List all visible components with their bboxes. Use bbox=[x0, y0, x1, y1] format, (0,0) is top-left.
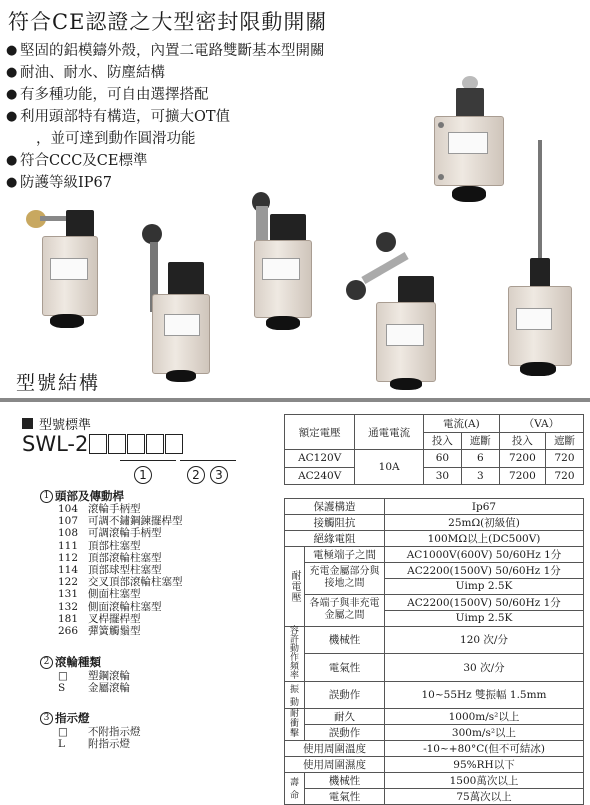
list-item: L 附指示燈 bbox=[58, 738, 130, 751]
code-box bbox=[108, 434, 126, 454]
table-cell: 30 bbox=[423, 467, 461, 485]
table-row bbox=[285, 740, 584, 756]
table-cell: （VA） bbox=[499, 415, 583, 433]
structure-heading: 型號結構 bbox=[16, 372, 101, 394]
table-cell: 振動 bbox=[285, 681, 305, 708]
feature-item: ● 堅固的鋁模鑄外殼，內置二電路雙斷基本型開關 bbox=[6, 40, 325, 62]
limit-switch-image bbox=[138, 222, 218, 382]
roller-code-list bbox=[58, 670, 130, 694]
table-cell: 電氣性 bbox=[305, 654, 385, 682]
table-cell: 電氣性 bbox=[305, 788, 385, 804]
table-row bbox=[285, 467, 584, 485]
limit-switch-image bbox=[500, 140, 580, 390]
list-item: 112 頂部滾輪柱塞型 bbox=[58, 551, 162, 564]
table-cell: 遮斷 bbox=[546, 432, 584, 450]
table-cell: 720 bbox=[546, 467, 584, 485]
table-row bbox=[285, 563, 584, 579]
table-cell: 1500萬次以上 bbox=[385, 772, 584, 788]
table-cell: 100MΩ以上(DC500V) bbox=[385, 531, 584, 547]
table-cell: 75萬次以上 bbox=[385, 788, 584, 804]
table-cell: 機械性 bbox=[305, 626, 385, 654]
table-cell: 60 bbox=[423, 450, 461, 468]
limit-switch-image bbox=[20, 208, 100, 338]
table-row bbox=[285, 626, 584, 654]
table-cell: 3 bbox=[461, 467, 499, 485]
bullet-icon: ● bbox=[6, 87, 18, 102]
table-cell: 耐衝擊 bbox=[285, 708, 305, 740]
circle-label: 1 bbox=[134, 466, 152, 484]
table-cell: 額定電壓 bbox=[285, 415, 355, 450]
head-code-list bbox=[58, 503, 183, 637]
table-cell: -10~+80°C(但不可結冰) bbox=[385, 740, 584, 756]
table-cell: Ip67 bbox=[385, 499, 584, 515]
list-item: 104 滾輪手柄型 bbox=[58, 503, 141, 515]
bullet-icon: ● bbox=[6, 43, 18, 58]
table-row bbox=[285, 788, 584, 804]
table-cell: 120 次/分 bbox=[385, 626, 584, 654]
table-cell: 機械性 bbox=[305, 772, 385, 788]
table-cell: 使用周圍濕度 bbox=[285, 756, 385, 772]
limit-switch-image bbox=[430, 70, 510, 220]
rating-table bbox=[284, 414, 584, 485]
table-cell: 投入 bbox=[423, 432, 461, 450]
table-row bbox=[285, 515, 584, 531]
feature-item: ● 耐油、耐水、防塵結構 bbox=[6, 62, 325, 84]
table-row bbox=[285, 547, 584, 563]
feature-item: ● 有多種功能，可自由選擇搭配 bbox=[6, 84, 325, 106]
table-cell: 使用周圍溫度 bbox=[285, 740, 385, 756]
bullet-icon: ● bbox=[6, 109, 18, 124]
list-item: S 金屬滾輪 bbox=[58, 682, 130, 695]
table-cell: 耐久 bbox=[305, 708, 385, 724]
table-row bbox=[285, 772, 584, 788]
table-cell: 誤動作 bbox=[305, 724, 385, 740]
bullet-icon: ● bbox=[6, 65, 18, 80]
feature-item: ● 符合CCC及CE標準 bbox=[6, 150, 325, 172]
product-photos bbox=[0, 70, 590, 400]
list-item: 114 頂部球型柱塞型 bbox=[58, 564, 162, 577]
list-item: 131 側面柱塞型 bbox=[58, 588, 141, 601]
underline bbox=[120, 460, 176, 461]
feature-item: ● 防護等級IP67 bbox=[6, 172, 325, 194]
table-row bbox=[285, 756, 584, 772]
model-prefix: SWL-2 bbox=[22, 432, 89, 456]
table-cell: 容許動作頻率 bbox=[285, 626, 305, 681]
table-cell: 6 bbox=[461, 450, 499, 468]
table-cell: 通電電流 bbox=[355, 415, 424, 450]
limit-switch-image bbox=[248, 192, 318, 342]
table-cell: 電流(A) bbox=[423, 415, 499, 433]
code-box bbox=[165, 434, 183, 454]
code-box bbox=[146, 434, 164, 454]
table-cell: 10A bbox=[355, 450, 424, 485]
table-cell: Uimp 2.5K bbox=[385, 610, 584, 626]
table-cell: 誤動作 bbox=[305, 681, 385, 708]
bullet-icon: ● bbox=[6, 153, 18, 168]
table-cell: 各端子與非充電金屬之間 bbox=[305, 594, 385, 626]
feature-item: ● 利用頭部特有構造，可擴大OT值 bbox=[6, 106, 325, 128]
table-cell: 保護構造 bbox=[285, 499, 385, 515]
limit-switch-image bbox=[342, 230, 442, 390]
table-cell: 充電金屬部分與接地之間 bbox=[305, 563, 385, 595]
code-box bbox=[89, 434, 107, 454]
list-item: 107 可調不鏽鋼鍊擺桿型 bbox=[58, 515, 183, 528]
table-row bbox=[285, 681, 584, 708]
feature-continuation: ，並可達到動作圓滑功能 bbox=[36, 131, 196, 147]
table-cell: 遮斷 bbox=[461, 432, 499, 450]
table-cell: AC1000V(600V) 50/60Hz 1分 bbox=[385, 547, 584, 563]
section-head-title: 1 頭部及傳動桿 bbox=[40, 488, 124, 504]
list-item: □ 塑鋼滾輪 bbox=[58, 670, 130, 682]
list-item: 122 交叉頂部滾輪柱塞型 bbox=[58, 576, 183, 589]
table-cell: AC2200(1500V) 50/60Hz 1分 bbox=[385, 563, 584, 579]
table-cell: 投入 bbox=[499, 432, 545, 450]
table-row bbox=[285, 724, 584, 740]
table-cell: 1000m/s²以上 bbox=[385, 708, 584, 724]
square-bullet-icon bbox=[22, 418, 33, 429]
list-item: 181 叉桿擺桿型 bbox=[58, 612, 141, 625]
code-box bbox=[127, 434, 145, 454]
table-row bbox=[285, 594, 584, 610]
divider bbox=[0, 398, 590, 402]
list-item: 266 彈簧觸鬚型 bbox=[58, 625, 141, 638]
table-cell: 7200 bbox=[499, 467, 545, 485]
table-row bbox=[285, 499, 584, 515]
table-cell: 300m/s²以上 bbox=[385, 724, 584, 740]
spec-table bbox=[284, 498, 584, 805]
table-cell: AC240V bbox=[285, 467, 355, 485]
list-item: 108 可調滾輪手柄型 bbox=[58, 527, 162, 540]
circle-label: 3 bbox=[210, 466, 228, 484]
table-cell: 耐電壓 bbox=[285, 547, 305, 627]
section-roller-title: 2 滾輪種類 bbox=[40, 654, 101, 670]
table-cell: 95%RH以下 bbox=[385, 756, 584, 772]
lamp-code-list bbox=[58, 726, 141, 750]
table-cell: 30 次/分 bbox=[385, 654, 584, 682]
table-cell: Uimp 2.5K bbox=[385, 579, 584, 595]
page-title: 符合CE認證之大型密封限動開關 bbox=[8, 10, 328, 34]
model-code bbox=[22, 432, 183, 456]
table-row bbox=[285, 531, 584, 547]
section-lamp-title: 3 指示燈 bbox=[40, 710, 90, 726]
table-cell: 25mΩ(初級值) bbox=[385, 515, 584, 531]
table-cell: 絕緣電阻 bbox=[285, 531, 385, 547]
bullet-icon: ● bbox=[6, 175, 18, 190]
circle-label: 2 bbox=[187, 466, 205, 484]
table-cell: 壽命 bbox=[285, 772, 305, 804]
table-row bbox=[285, 708, 584, 724]
list-item: □ 不附指示燈 bbox=[58, 726, 141, 738]
table-cell: AC2200(1500V) 50/60Hz 1分 bbox=[385, 594, 584, 610]
model-heading: 型號標準 bbox=[22, 414, 91, 433]
table-cell: 720 bbox=[546, 450, 584, 468]
underline bbox=[180, 460, 236, 461]
table-row bbox=[285, 654, 584, 682]
table-cell: 7200 bbox=[499, 450, 545, 468]
table-cell: 接觸阻抗 bbox=[285, 515, 385, 531]
table-cell: 電極端子之間 bbox=[305, 547, 385, 563]
table-cell: 10~55Hz 雙振幅 1.5mm bbox=[385, 681, 584, 708]
table-row bbox=[285, 450, 584, 468]
list-item: 132 側面滾輪柱塞型 bbox=[58, 600, 162, 613]
list-item: 111 頂部柱塞型 bbox=[58, 539, 141, 552]
table-cell: AC120V bbox=[285, 450, 355, 468]
